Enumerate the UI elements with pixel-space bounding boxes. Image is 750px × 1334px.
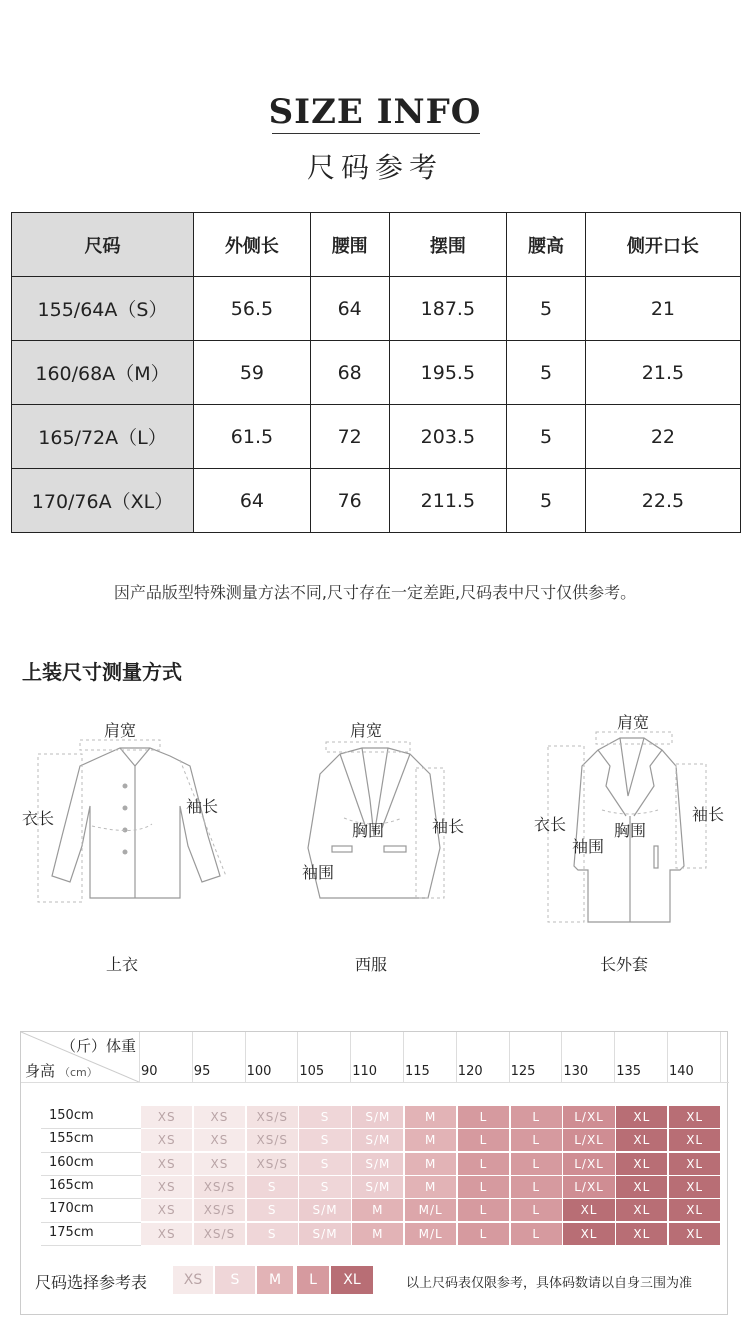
size-cell: M/L — [405, 1223, 456, 1245]
table-cell: 68 — [310, 341, 389, 405]
row-divider — [41, 1152, 141, 1153]
size-cell: S — [299, 1106, 350, 1128]
header-divider — [561, 1032, 562, 1082]
table-cell: 187.5 — [389, 277, 507, 341]
size-cell: XS — [194, 1106, 245, 1128]
table-cell: 64 — [194, 469, 311, 533]
coat-shoulder-label: 肩宽 — [617, 713, 650, 732]
height-axis-unit: （cm） — [59, 1066, 98, 1079]
weight-tick-label: 110 — [352, 1064, 378, 1079]
shirt-length-label: 衣长 — [22, 809, 55, 828]
table-cell: 170/76A（XL） — [12, 469, 194, 533]
table-cell: 22 — [585, 405, 740, 469]
size-cell: S/M — [299, 1223, 350, 1245]
size-cell: S — [247, 1176, 298, 1198]
weight-tick-label: 125 — [510, 1064, 536, 1079]
header-divider — [192, 1032, 193, 1082]
size-cell: XL — [669, 1129, 720, 1151]
col-header-waist: 腰围 — [310, 213, 389, 277]
size-cell: XL — [616, 1223, 667, 1245]
shirt-sleeve-label: 袖长 — [186, 797, 219, 816]
suit-caption: 西服 — [355, 955, 388, 974]
row-divider — [41, 1245, 141, 1246]
weight-axis-label: （斤）体重 — [61, 1037, 137, 1055]
weight-tick-label: 135 — [616, 1064, 642, 1079]
disclaimer-note: 因产品版型特殊测量方法不同,尺寸存在一定差距,尺码表中尺寸仅供参考。 — [113, 583, 637, 602]
height-axis-label: 身高 — [25, 1062, 56, 1080]
size-cell: M — [405, 1153, 456, 1175]
weight-tick-label: 100 — [246, 1064, 272, 1079]
header-divider — [245, 1032, 246, 1082]
shirt-illustration — [30, 736, 240, 911]
size-cell: S/M — [299, 1199, 350, 1221]
col-header-outer-length: 外侧长 — [194, 213, 311, 277]
legend-swatch: XS — [173, 1266, 213, 1294]
header-divider — [297, 1032, 298, 1082]
table-cell: 203.5 — [389, 405, 507, 469]
row-divider — [41, 1222, 141, 1223]
size-cell: S/M — [352, 1129, 403, 1151]
height-tick-label: 150cm — [49, 1108, 94, 1123]
size-cell: XL — [616, 1153, 667, 1175]
size-cell: L — [511, 1129, 562, 1151]
table-cell: 165/72A（L） — [12, 405, 194, 469]
size-cell: XS/S — [247, 1153, 298, 1175]
coat-length-label: 衣长 — [534, 815, 567, 834]
suit-shoulder-label: 肩宽 — [350, 721, 383, 740]
size-cell: M/L — [405, 1199, 456, 1221]
coat-sleeve-girth-label: 袖围 — [572, 837, 605, 856]
size-cell: M — [405, 1129, 456, 1151]
size-cell: L/XL — [563, 1106, 614, 1128]
row-divider — [41, 1175, 141, 1176]
header-divider — [350, 1032, 351, 1082]
table-cell: 64 — [310, 277, 389, 341]
size-cell: L — [458, 1176, 509, 1198]
size-table-header-row — [12, 213, 741, 277]
size-cell: XS — [141, 1129, 192, 1151]
weight-tick-label: 105 — [299, 1064, 325, 1079]
size-cell: M — [405, 1176, 456, 1198]
coat-sleeve-length-label: 袖长 — [692, 805, 725, 824]
suit-sleeve-length-label: 袖长 — [432, 817, 465, 836]
header-divider — [139, 1032, 140, 1082]
size-cell: XS/S — [247, 1129, 298, 1151]
table-cell: 59 — [194, 341, 311, 405]
size-cell: L — [458, 1106, 509, 1128]
size-cell: XS/S — [194, 1199, 245, 1221]
height-tick-label: 155cm — [49, 1131, 94, 1147]
size-cell: S — [247, 1223, 298, 1245]
size-cell: XS — [194, 1153, 245, 1175]
table-cell: 5 — [507, 469, 586, 533]
size-cell: L — [511, 1176, 562, 1198]
col-header-size: 尺码 — [12, 213, 194, 277]
size-cell: XL — [563, 1199, 614, 1221]
weight-tick-label: 120 — [457, 1064, 483, 1079]
header-divider — [667, 1032, 668, 1082]
size-cell: L — [511, 1199, 562, 1221]
legend-title: 尺码选择参考表 — [35, 1273, 148, 1292]
page-title-en: SIZE INFO — [268, 92, 482, 132]
size-cell: XS — [141, 1223, 192, 1245]
table-cell: 5 — [507, 341, 586, 405]
size-cell: XS — [141, 1176, 192, 1198]
coat-caption: 长外套 — [600, 955, 649, 974]
weight-tick-label: 95 — [193, 1064, 211, 1079]
row-divider — [41, 1128, 141, 1129]
table-cell: 72 — [310, 405, 389, 469]
size-cell: L — [511, 1153, 562, 1175]
size-cell: M — [352, 1199, 403, 1221]
weight-tick-label: 140 — [669, 1064, 694, 1079]
table-cell: 195.5 — [389, 341, 507, 405]
size-selection-chart — [20, 1031, 728, 1315]
weight-tick-label: 90 — [141, 1064, 158, 1079]
size-table — [11, 212, 741, 533]
size-cell: XS — [141, 1153, 192, 1175]
col-header-waist-height: 腰高 — [507, 213, 586, 277]
size-cell: XS/S — [194, 1176, 245, 1198]
size-cell: XL — [616, 1129, 667, 1151]
table-cell: 56.5 — [194, 277, 311, 341]
col-header-side-slit: 侧开口长 — [585, 213, 740, 277]
measurement-figures — [0, 700, 750, 980]
legend-swatch: S — [215, 1266, 255, 1294]
legend-note: 以上尺码表仅限参考，具体码数请以自身三围为准 — [406, 1276, 693, 1291]
table-cell: 21.5 — [585, 341, 740, 405]
shirt-caption: 上衣 — [106, 955, 139, 974]
coat-chest-label: 胸围 — [614, 821, 647, 840]
height-tick-label: 165cm — [49, 1177, 94, 1193]
size-cell: XL — [669, 1153, 720, 1175]
size-cell: S — [299, 1176, 350, 1198]
legend-swatch: M — [257, 1266, 293, 1294]
size-cell: XL — [669, 1176, 720, 1198]
legend-swatch: L — [297, 1266, 329, 1294]
size-cell: XS — [194, 1129, 245, 1151]
table-cell: 61.5 — [194, 405, 311, 469]
size-cell: L — [511, 1223, 562, 1245]
weight-tick-label: 130 — [563, 1064, 589, 1079]
table-row — [12, 405, 741, 469]
size-cell: S — [299, 1153, 350, 1175]
size-cell: XS/S — [194, 1223, 245, 1245]
col-header-hem: 摆围 — [389, 213, 507, 277]
table-row — [12, 469, 741, 533]
suit-chest-label: 胸围 — [352, 821, 385, 840]
size-cell: M — [352, 1223, 403, 1245]
size-cell: XL — [616, 1176, 667, 1198]
size-cell: L — [458, 1153, 509, 1175]
row-divider — [41, 1198, 141, 1199]
header-divider — [456, 1032, 457, 1082]
size-cell: L — [511, 1106, 562, 1128]
header-divider — [720, 1032, 721, 1082]
height-tick-label: 175cm — [49, 1224, 94, 1240]
size-cell: L/XL — [563, 1176, 614, 1198]
size-cell: XL — [669, 1223, 720, 1245]
header-divider — [509, 1032, 510, 1082]
size-cell: L/XL — [563, 1129, 614, 1151]
header-divider — [21, 1082, 729, 1083]
size-cell: S/M — [352, 1153, 403, 1175]
table-cell: 155/64A（S） — [12, 277, 194, 341]
size-cell: S/M — [352, 1106, 403, 1128]
table-cell: 76 — [310, 469, 389, 533]
table-cell: 21 — [585, 277, 740, 341]
suit-sleeve-girth-label: 袖围 — [302, 863, 335, 882]
size-cell: XS — [141, 1106, 192, 1128]
size-cell: XL — [616, 1199, 667, 1221]
size-cell: M — [405, 1106, 456, 1128]
legend-swatch: XL — [331, 1266, 373, 1294]
size-cell: XL — [669, 1106, 720, 1128]
size-cell: XL — [563, 1223, 614, 1245]
shirt-shoulder-label: 肩宽 — [104, 721, 137, 740]
title-underline — [272, 133, 480, 134]
table-cell: 211.5 — [389, 469, 507, 533]
height-tick-label: 160cm — [49, 1154, 94, 1170]
table-row — [12, 277, 741, 341]
size-cell: L — [458, 1129, 509, 1151]
size-cell: L — [458, 1199, 509, 1221]
size-cell: S — [247, 1199, 298, 1221]
page-title-cn: 尺码参考 — [306, 151, 443, 184]
size-cell: L/XL — [563, 1153, 614, 1175]
table-cell: 5 — [507, 405, 586, 469]
size-cell: S/M — [352, 1176, 403, 1198]
section-title: 上装尺寸测量方式 — [22, 660, 182, 684]
header-divider — [403, 1032, 404, 1082]
table-row — [12, 341, 741, 405]
height-tick-label: 170cm — [49, 1201, 94, 1217]
size-cell: L — [458, 1223, 509, 1245]
table-cell: 160/68A（M） — [12, 341, 194, 405]
size-cell: XS/S — [247, 1106, 298, 1128]
table-cell: 22.5 — [585, 469, 740, 533]
size-cell: S — [299, 1129, 350, 1151]
size-cell: XL — [669, 1199, 720, 1221]
header-divider — [614, 1032, 615, 1082]
size-cell: XL — [616, 1106, 667, 1128]
table-cell: 5 — [507, 277, 586, 341]
size-cell: XS — [141, 1199, 192, 1221]
weight-tick-label: 115 — [405, 1064, 430, 1079]
